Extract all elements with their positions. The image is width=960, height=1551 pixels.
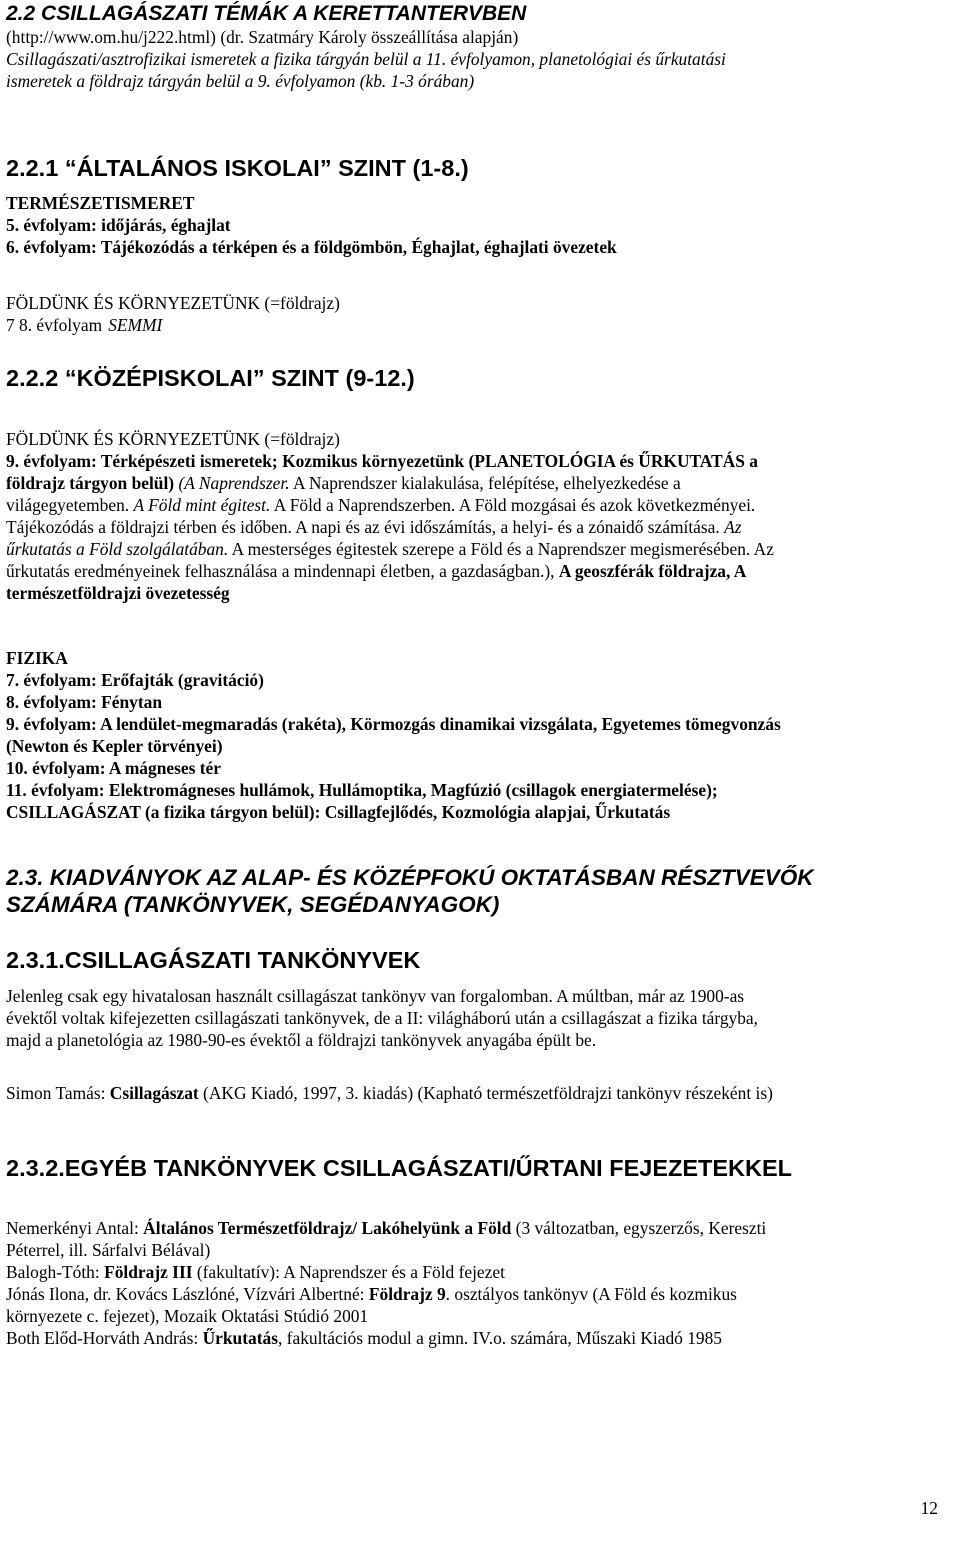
section-title: SZÁMÁRA (TANKÖNYVEK, SEGÉDANYAGOK): [6, 892, 500, 917]
grade-item: (Newton és Kepler törvényei): [6, 736, 223, 756]
subject-heading: FIZIKA: [6, 648, 68, 668]
section-title: 2.3.1.CSILLAGÁSZATI TANKÖNYVEK: [6, 947, 421, 973]
grade-item: 11. évfolyam: Elektromágneses hullámok, Hullámoptika, Magfúzió (csillagok energiatermelése);: [6, 780, 718, 800]
subject-heading: FÖLDÜNK ÉS KÖRNYEZETÜNK (=földrajz): [6, 293, 340, 313]
section-2-3-1: [6, 945, 952, 975]
book-entry: Both Előd-Horváth András: Űrkutatás, fakultációs modul a gimn. IV.o. számára, Műszaki Kiadó 1985: [6, 1328, 722, 1348]
section-number: 2.2.2: [6, 365, 59, 391]
book-entry-continued: környezete c. fejezet), Mozaik Oktatási Stúdió 2001: [6, 1306, 369, 1326]
subject-heading: FÖLDÜNK ÉS KÖRNYEZETÜNK (=földrajz): [6, 429, 340, 449]
section-title: 2.2.1 “ÁLTALÁNOS ISKOLAI” SZINT (1-8.): [6, 155, 469, 181]
textbook-reference: [6, 1082, 952, 1104]
paragraph-line: Jelenleg csak egy hivatalosan használt csillagászat tankönyv van forgalomban. A múltban, már az 1900-as: [6, 986, 745, 1006]
section-title: 2.3.2.EGYÉB TANKÖNYVEK CSILLAGÁSZATI/ŰRTANI FEJEZETEKKEL: [6, 1155, 793, 1181]
section-name: KÖZÉPISKOLAI: [76, 365, 253, 391]
book-entry-continued: Péterrel, ill. Sárfalvi Bélával): [6, 1240, 211, 1260]
section-2-2-2: [6, 364, 952, 392]
section-2-2-1: [6, 154, 952, 182]
intro-line: ismeretek a földrajz tárgyán belül a 9. évfolyamon (kb. 1-3 órában): [6, 71, 475, 91]
grade-item: 9. évfolyam: A lendület-megmaradás (rakéta), Körmozgás dinamikai vizsgálata, Egyetemes tömegvonzás: [6, 714, 781, 734]
section-2-3: [6, 864, 952, 918]
book-entry: Simon Tamás: Csillagászat (AKG Kiadó, 1997, 3. kiadás) (Kapható természetföldrajzi tankönyv részeként is): [6, 1083, 773, 1103]
book-entry: Nemerkényi Antal: Általános Természetföldrajz/ Lakóhelyünk a Föld (3 változatban, egyszerzős, Kereszti: [6, 1218, 767, 1238]
grade-text-line: 9. évfolyam: Térképészeti ismeretek; Kozmikus környezetünk (PLANETOLÓGIA és ŰRKUTATÁS a: [6, 451, 758, 471]
subject-heading: TERMÉSZETISMERET: [6, 193, 195, 213]
page-number: 12: [920, 1498, 938, 1518]
textbook-list: [6, 1217, 952, 1349]
foldunk-block: [6, 292, 952, 336]
fizika-block: [6, 647, 952, 823]
intro-line: Csillagászati/asztrofizikai ismeretek a fizika tárgyán belül a 11. évfolyamon, planetológiai és űrkutatási: [6, 49, 726, 69]
grade-item: 6. évfolyam: Tájékozódás a térképen és a földgömbön, Éghajlat, éghajlati övezetek: [6, 237, 617, 257]
foldrajz-block: [6, 428, 952, 604]
grade-item: 10. évfolyam: A mágneses tér: [6, 758, 221, 778]
grade-text-line: természetföldrajzi övezetesség: [6, 583, 230, 603]
paragraph-line: évektől voltak kifejezetten csillagászati tankönyvek, de a II: világháború után a csillagászat a fizika tárgyba,: [6, 1008, 759, 1028]
book-entry: Jónás Ilona, dr. Kovács Lászlóné, Vízvári Albertné: Földrajz 9. osztályos tankönyv (A Föld és kozmikus: [6, 1284, 737, 1304]
section-2-3-2: [6, 1153, 952, 1183]
section-title: 2.2.2 “KÖZÉPISKOLAI” SZINT (9-12.): [6, 365, 415, 391]
grade-item: 7. évfolyam: Erőfajták (gravitáció): [6, 670, 264, 690]
grade-text-line: világegyetemben. A Föld mint égitest. A Föld a Naprendszerben. A Föld mozgásai és azok következményei.: [6, 495, 756, 515]
grade-item: 5. évfolyam: időjárás, éghajlat: [6, 215, 231, 235]
grade-text-line: földrajz tárgyon belül) (A Naprendszer. A Naprendszer kialakulása, felépítése, elhelyezkedése a: [6, 473, 681, 493]
paragraph-line: majd a planetológia az 1980-90-es évektől a földrajzi tankönyvek anyagába épült be.: [6, 1030, 597, 1050]
intro-line: (http://www.om.hu/j222.html) (dr. Szatmáry Károly összeállítása alapján): [6, 27, 519, 47]
section-suffix: SZINT (1-8.): [338, 155, 469, 181]
grade-item: CSILLAGÁSZAT (a fizika tárgyon belül): Csillagfejlődés, Kozmológia alapjai, Űrkutatás: [6, 802, 671, 822]
section-number: 2.2.1: [6, 155, 59, 181]
textbook-paragraph: [6, 985, 952, 1051]
section-suffix: SZINT (9-12.): [271, 365, 415, 391]
section-2-2: [6, 2, 952, 92]
section-title: 2.2 CSILLAGÁSZATI TÉMÁK A KERETTANTERVBEN: [6, 2, 527, 25]
grade-item: [6, 314, 952, 336]
section-name: ÁLTALÁNOS ISKOLAI: [76, 155, 320, 181]
grade-label: 7 8. évfolyam: [6, 315, 103, 335]
grade-item: 8. évfolyam: Fénytan: [6, 692, 163, 712]
termeszetismeret-block: [6, 192, 952, 258]
grade-text-line: űrkutatás a Föld szolgálatában. A mesterséges égitestek szerepe a Föld és a Naprendszer megismerésében. Az: [6, 539, 774, 559]
section-title: 2.3. KIADVÁNYOK AZ ALAP- ÉS KÖZÉPFOKÚ OKTATÁSBAN RÉSZTVEVŐK: [6, 865, 814, 890]
grade-value: SEMMI: [108, 315, 163, 335]
book-entry: Balogh-Tóth: Földrajz III (fakultatív): A Naprendszer és a Föld fejezet: [6, 1262, 505, 1282]
grade-text-line: űrkutatás eredményeinek felhasználása a mindennapi életben, a gazdaságban.), A geoszférák földrajza, A: [6, 561, 747, 581]
grade-text-line: Tájékozódás a földrajzi térben és időben. A napi és az évi időszámítás, a helyi- és a zónaidő számítása. Az: [6, 517, 742, 537]
